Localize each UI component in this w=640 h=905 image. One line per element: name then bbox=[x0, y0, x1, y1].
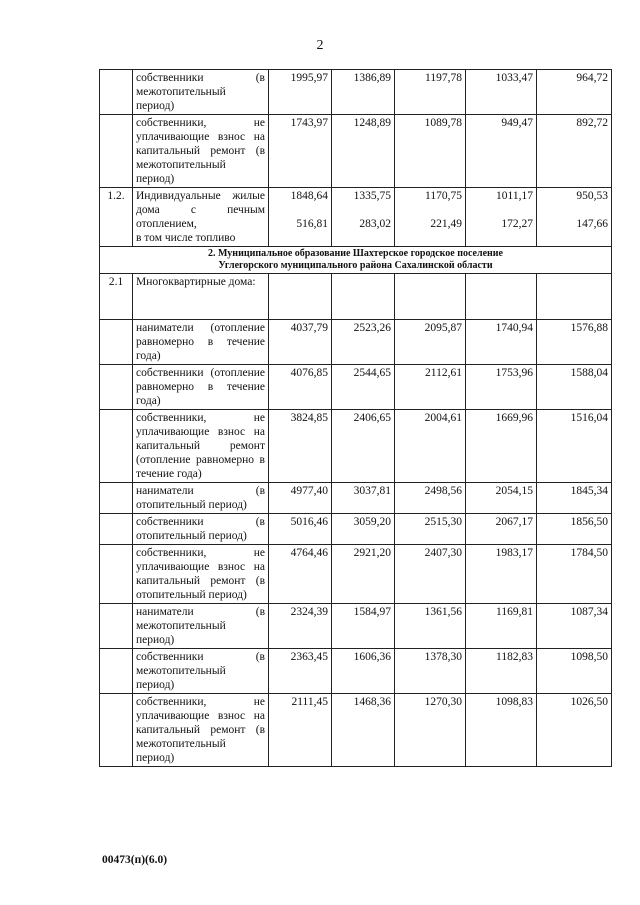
row-description: собственники, не уплачивающие взнос на капитальный ремонт (отопление равномерно в течение года) bbox=[133, 410, 269, 483]
value-cell: 4764,46 bbox=[269, 545, 332, 604]
value-cell: 1584,97 bbox=[332, 604, 395, 649]
row-description: Многоквартирные дома: bbox=[133, 274, 269, 320]
value-cell: 1098,50 bbox=[537, 649, 612, 694]
value: 1170,75 bbox=[425, 190, 462, 202]
value-cell: 1856,50 bbox=[537, 514, 612, 545]
value-cell: 964,72 bbox=[537, 70, 612, 115]
row-index bbox=[100, 115, 133, 188]
value-cell bbox=[395, 188, 466, 247]
value: 1335,75 bbox=[353, 190, 391, 202]
row-index bbox=[100, 514, 133, 545]
empty-cell bbox=[395, 274, 466, 320]
row-description: собственники (отопление равномерно в течение года) bbox=[133, 365, 269, 410]
value-cell bbox=[269, 188, 332, 247]
row-description: собственники, не уплачивающие взнос на капитальный ремонт (в межотопительный период) bbox=[133, 115, 269, 188]
table-row bbox=[100, 115, 612, 188]
value-cell bbox=[537, 188, 612, 247]
row-description: собственники, не уплачивающие взнос на капитальный ремонт (в отопительный период) bbox=[133, 545, 269, 604]
row-index bbox=[100, 365, 133, 410]
row-description: собственники (в отопительный период) bbox=[133, 514, 269, 545]
row-description: наниматели (в отопительный период) bbox=[133, 483, 269, 514]
value-cell: 2324,39 bbox=[269, 604, 332, 649]
value-cell: 1784,50 bbox=[537, 545, 612, 604]
value-cell: 1169,81 bbox=[466, 604, 537, 649]
empty-cell bbox=[537, 274, 612, 320]
value-cell bbox=[466, 188, 537, 247]
value-cell: 2515,30 bbox=[395, 514, 466, 545]
value-fuel: 147,66 bbox=[576, 218, 608, 230]
row-index bbox=[100, 604, 133, 649]
value-cell: 3824,85 bbox=[269, 410, 332, 483]
row-index bbox=[100, 694, 133, 767]
value-fuel: 172,27 bbox=[501, 218, 533, 230]
value-cell: 1753,96 bbox=[466, 365, 537, 410]
value-cell: 4076,85 bbox=[269, 365, 332, 410]
value-fuel: 221,49 bbox=[430, 218, 462, 230]
section-title-line1: 2. Муниципальное образование Шахтерское городское поселение bbox=[208, 248, 503, 259]
value-cell: 4037,79 bbox=[269, 320, 332, 365]
table-row bbox=[100, 545, 612, 604]
value-fuel: 283,02 bbox=[359, 218, 391, 230]
table-row bbox=[100, 365, 612, 410]
value-cell: 1182,83 bbox=[466, 649, 537, 694]
value: 1848,64 bbox=[290, 190, 328, 202]
value-cell: 2067,17 bbox=[466, 514, 537, 545]
row-description: собственники, не уплачивающие взнос на капитальный ремонт (в межотопительный период) bbox=[133, 694, 269, 767]
row-index bbox=[100, 410, 133, 483]
table-row bbox=[100, 483, 612, 514]
value-cell: 1089,78 bbox=[395, 115, 466, 188]
table-row bbox=[100, 514, 612, 545]
table-row bbox=[100, 694, 612, 767]
section-header-row bbox=[100, 247, 612, 274]
row-description: наниматели (в межотопительный период) bbox=[133, 604, 269, 649]
table-row bbox=[100, 649, 612, 694]
value-cell bbox=[332, 188, 395, 247]
section-header bbox=[100, 247, 612, 274]
value: 1011,17 bbox=[496, 190, 533, 202]
value-cell: 2544,65 bbox=[332, 365, 395, 410]
empty-cell bbox=[269, 274, 332, 320]
document-code: 00473(п)(6.0) bbox=[102, 854, 168, 866]
page-number: 2 bbox=[316, 38, 324, 53]
row-index bbox=[100, 545, 133, 604]
row-description bbox=[133, 188, 269, 247]
row-2-1 bbox=[100, 274, 612, 320]
row-description-sub: в том числе топливо bbox=[136, 232, 236, 244]
empty-cell bbox=[466, 274, 537, 320]
value-cell: 892,72 bbox=[537, 115, 612, 188]
row-index: 2.1 bbox=[100, 274, 133, 320]
row-index bbox=[100, 320, 133, 365]
value-cell: 1743,97 bbox=[269, 115, 332, 188]
value-cell: 5016,46 bbox=[269, 514, 332, 545]
value-cell: 1197,78 bbox=[395, 70, 466, 115]
row-index bbox=[100, 483, 133, 514]
value-cell: 1468,36 bbox=[332, 694, 395, 767]
value-cell: 2498,56 bbox=[395, 483, 466, 514]
value-cell: 1386,89 bbox=[332, 70, 395, 115]
row-index bbox=[100, 70, 133, 115]
value-cell: 1845,34 bbox=[537, 483, 612, 514]
value-cell: 2921,20 bbox=[332, 545, 395, 604]
tariff-table bbox=[99, 69, 612, 767]
value-cell: 2407,30 bbox=[395, 545, 466, 604]
table-row bbox=[100, 604, 612, 649]
table-row bbox=[100, 70, 612, 115]
table-row bbox=[100, 320, 612, 365]
value-cell: 2523,26 bbox=[332, 320, 395, 365]
value-cell: 1740,94 bbox=[466, 320, 537, 365]
value-fuel: 516,81 bbox=[296, 218, 328, 230]
value-cell: 3037,81 bbox=[332, 483, 395, 514]
value-cell: 1361,56 bbox=[395, 604, 466, 649]
value-cell: 2004,61 bbox=[395, 410, 466, 483]
value-cell: 949,47 bbox=[466, 115, 537, 188]
row-description-main: Индивидуальные жилые дома с печным отоплением, bbox=[136, 190, 265, 230]
value-cell: 1033,47 bbox=[466, 70, 537, 115]
row-index bbox=[100, 649, 133, 694]
value-cell: 2095,87 bbox=[395, 320, 466, 365]
value-cell: 1576,88 bbox=[537, 320, 612, 365]
value-cell: 1669,96 bbox=[466, 410, 537, 483]
row-description: собственники (в межотопительный период) bbox=[133, 649, 269, 694]
value-cell: 1098,83 bbox=[466, 694, 537, 767]
section-title-line2: Углегорского муниципального района Сахалинской области bbox=[218, 260, 493, 271]
value-cell: 1995,97 bbox=[269, 70, 332, 115]
value-cell: 2363,45 bbox=[269, 649, 332, 694]
empty-cell bbox=[332, 274, 395, 320]
value-cell: 1378,30 bbox=[395, 649, 466, 694]
row-description: наниматели (отопление равномерно в течение года) bbox=[133, 320, 269, 365]
value-cell: 1270,30 bbox=[395, 694, 466, 767]
value-cell: 2054,15 bbox=[466, 483, 537, 514]
value-cell: 1026,50 bbox=[537, 694, 612, 767]
value-cell: 2112,61 bbox=[395, 365, 466, 410]
value-cell: 1516,04 bbox=[537, 410, 612, 483]
table-row bbox=[100, 410, 612, 483]
value-cell: 1606,36 bbox=[332, 649, 395, 694]
value: 950,53 bbox=[576, 190, 608, 202]
value-cell: 4977,40 bbox=[269, 483, 332, 514]
value-cell: 1983,17 bbox=[466, 545, 537, 604]
row-description: собственники (в межотопительный период) bbox=[133, 70, 269, 115]
value-cell: 2111,45 bbox=[269, 694, 332, 767]
value-cell: 2406,65 bbox=[332, 410, 395, 483]
value-cell: 1087,34 bbox=[537, 604, 612, 649]
row-index: 1.2. bbox=[100, 188, 133, 247]
row-1-2 bbox=[100, 188, 612, 247]
value-cell: 1248,89 bbox=[332, 115, 395, 188]
value-cell: 3059,20 bbox=[332, 514, 395, 545]
value-cell: 1588,04 bbox=[537, 365, 612, 410]
